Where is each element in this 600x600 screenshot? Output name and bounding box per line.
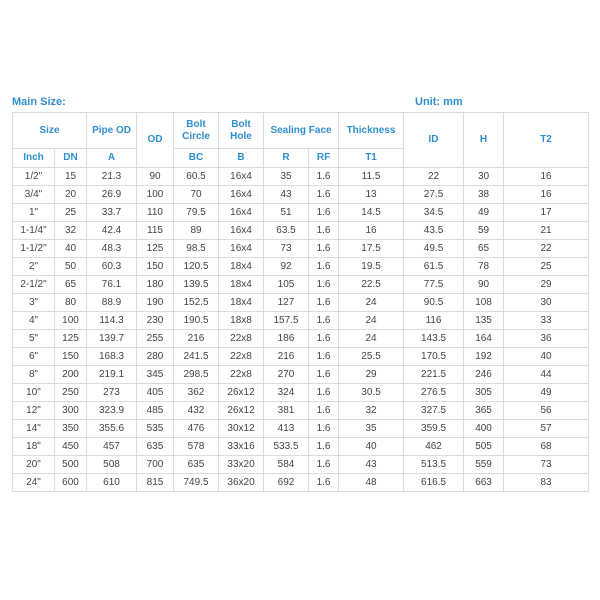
table-cell: 327.5 — [404, 402, 464, 420]
table-cell: 221.5 — [404, 366, 464, 384]
table-cell: 56 — [504, 402, 589, 420]
table-cell: 98.5 — [174, 240, 219, 258]
table-cell: 6" — [13, 348, 55, 366]
table-cell: 115 — [137, 222, 174, 240]
table-cell: 192 — [464, 348, 504, 366]
table-cell: 30.5 — [339, 384, 404, 402]
table-cell: 157.5 — [264, 312, 309, 330]
table-cell: 1.6 — [309, 168, 339, 186]
table-cell: 250 — [55, 384, 87, 402]
table-cell: 24 — [339, 294, 404, 312]
table-row — [13, 312, 589, 330]
table-cell: 26x12 — [219, 402, 264, 420]
table-cell: 26x12 — [219, 384, 264, 402]
table-cell: 22 — [504, 240, 589, 258]
table-cell: 105 — [264, 276, 309, 294]
table-cell: 413 — [264, 420, 309, 438]
table-cell: 125 — [55, 330, 87, 348]
table-cell: 1.6 — [309, 240, 339, 258]
table-cell: 33x20 — [219, 456, 264, 474]
table-row — [13, 420, 589, 438]
table-cell: 400 — [464, 420, 504, 438]
table-cell: 616.5 — [404, 474, 464, 492]
table-cell: 22x8 — [219, 330, 264, 348]
table-cell: 36 — [504, 330, 589, 348]
table-cell: 4" — [13, 312, 55, 330]
table-cell: 584 — [264, 456, 309, 474]
header-rf: RF — [309, 149, 339, 168]
table-cell: 40 — [504, 348, 589, 366]
table-cell: 16 — [504, 168, 589, 186]
table-cell: 1.6 — [309, 420, 339, 438]
table-row — [13, 384, 589, 402]
table-cell: 13 — [339, 186, 404, 204]
header-thickness: Thickness — [339, 113, 404, 149]
table-row — [13, 474, 589, 492]
table-cell: 476 — [174, 420, 219, 438]
table-cell: 36x20 — [219, 474, 264, 492]
table-cell: 24" — [13, 474, 55, 492]
table-cell: 1-1/2" — [13, 240, 55, 258]
table-cell: 610 — [87, 474, 137, 492]
table-cell: 68 — [504, 438, 589, 456]
table-cell: 79.5 — [174, 204, 219, 222]
table-cell: 76.1 — [87, 276, 137, 294]
header-bc: BC — [174, 149, 219, 168]
table-cell: 280 — [137, 348, 174, 366]
header-r: R — [264, 149, 309, 168]
main-size-caption: Main Size: — [12, 96, 66, 108]
table-cell: 273 — [87, 384, 137, 402]
table-cell: 90 — [137, 168, 174, 186]
table-cell: 20 — [55, 186, 87, 204]
table-row — [13, 438, 589, 456]
table-cell: 535 — [137, 420, 174, 438]
table-cell: 16x4 — [219, 186, 264, 204]
table-cell: 16 — [339, 222, 404, 240]
table-cell: 49.5 — [404, 240, 464, 258]
table-cell: 44 — [504, 366, 589, 384]
header-t2: T2 — [504, 113, 589, 168]
table-cell: 21 — [504, 222, 589, 240]
table-cell: 1.6 — [309, 258, 339, 276]
table-cell: 12" — [13, 402, 55, 420]
table-cell: 1.6 — [309, 204, 339, 222]
table-cell: 15 — [55, 168, 87, 186]
table-row — [13, 168, 589, 186]
table-cell: 17.5 — [339, 240, 404, 258]
table-cell: 635 — [137, 438, 174, 456]
table-cell: 190.5 — [174, 312, 219, 330]
header-sealing-face: Sealing Face — [264, 113, 339, 149]
table-cell: 1.6 — [309, 222, 339, 240]
table-cell: 114.3 — [87, 312, 137, 330]
table-cell: 21.3 — [87, 168, 137, 186]
table-cell: 40 — [339, 438, 404, 456]
table-cell: 17 — [504, 204, 589, 222]
table-cell: 216 — [174, 330, 219, 348]
table-cell: 83 — [504, 474, 589, 492]
table-cell: 365 — [464, 402, 504, 420]
table-cell: 65 — [464, 240, 504, 258]
table-cell: 692 — [264, 474, 309, 492]
table-cell: 2-1/2" — [13, 276, 55, 294]
table-cell: 30x12 — [219, 420, 264, 438]
table-cell: 88.9 — [87, 294, 137, 312]
table-cell: 40 — [55, 240, 87, 258]
table-cell: 1.6 — [309, 474, 339, 492]
header-size: Size — [13, 113, 87, 149]
table-cell: 508 — [87, 456, 137, 474]
table-cell: 22 — [404, 168, 464, 186]
table-cell: 116 — [404, 312, 464, 330]
table-cell: 57 — [504, 420, 589, 438]
table-cell: 29 — [339, 366, 404, 384]
table-cell: 350 — [55, 420, 87, 438]
table-cell: 513.5 — [404, 456, 464, 474]
table-cell: 43.5 — [404, 222, 464, 240]
table-cell: 305 — [464, 384, 504, 402]
table-cell: 8" — [13, 366, 55, 384]
table-cell: 35 — [339, 420, 404, 438]
table-cell: 16x4 — [219, 168, 264, 186]
table-row — [13, 294, 589, 312]
table-cell: 3" — [13, 294, 55, 312]
table-cell: 78 — [464, 258, 504, 276]
table-row — [13, 330, 589, 348]
table-cell: 2" — [13, 258, 55, 276]
table-cell: 19.5 — [339, 258, 404, 276]
table-cell: 152.5 — [174, 294, 219, 312]
table-cell: 48 — [339, 474, 404, 492]
table-row — [13, 366, 589, 384]
table-cell: 533.5 — [264, 438, 309, 456]
table-cell: 255 — [137, 330, 174, 348]
table-cell: 63.5 — [264, 222, 309, 240]
table-cell: 18x4 — [219, 258, 264, 276]
table-cell: 49 — [464, 204, 504, 222]
table-cell: 700 — [137, 456, 174, 474]
table-cell: 16 — [504, 186, 589, 204]
table-cell: 1.6 — [309, 186, 339, 204]
table-body — [13, 168, 589, 492]
table-cell: 20" — [13, 456, 55, 474]
table-cell: 186 — [264, 330, 309, 348]
table-row — [13, 222, 589, 240]
table-cell: 578 — [174, 438, 219, 456]
table-cell: 143.5 — [404, 330, 464, 348]
table-cell: 246 — [464, 366, 504, 384]
table-cell: 18" — [13, 438, 55, 456]
table-cell: 90.5 — [404, 294, 464, 312]
table-cell: 25 — [55, 204, 87, 222]
header-id: ID — [404, 113, 464, 168]
table-cell: 32 — [339, 402, 404, 420]
table-cell: 139.5 — [174, 276, 219, 294]
table-cell: 663 — [464, 474, 504, 492]
table-cell: 432 — [174, 402, 219, 420]
table-cell: 27.5 — [404, 186, 464, 204]
table-cell: 51 — [264, 204, 309, 222]
header-dn: DN — [55, 149, 87, 168]
table-cell: 32 — [55, 222, 87, 240]
table-cell: 180 — [137, 276, 174, 294]
table-cell: 1.6 — [309, 276, 339, 294]
table-cell: 92 — [264, 258, 309, 276]
table-cell: 73 — [504, 456, 589, 474]
table-cell: 60.5 — [174, 168, 219, 186]
table-cell: 34.5 — [404, 204, 464, 222]
table-cell: 14.5 — [339, 204, 404, 222]
table-row — [13, 186, 589, 204]
table-cell: 3/4" — [13, 186, 55, 204]
table-cell: 90 — [464, 276, 504, 294]
table-cell: 24 — [339, 330, 404, 348]
table-cell: 89 — [174, 222, 219, 240]
table-cell: 749.5 — [174, 474, 219, 492]
header-b: B — [219, 149, 264, 168]
header-od: OD — [137, 113, 174, 168]
table-cell: 505 — [464, 438, 504, 456]
header-bolt-circle: Bolt Circle — [174, 113, 219, 149]
table-cell: 559 — [464, 456, 504, 474]
table-cell: 1.6 — [309, 330, 339, 348]
table-cell: 1.6 — [309, 294, 339, 312]
table-row — [13, 276, 589, 294]
table-cell: 120.5 — [174, 258, 219, 276]
header-pipe-od — [87, 113, 137, 149]
table-cell: 73 — [264, 240, 309, 258]
table-cell: 150 — [137, 258, 174, 276]
table-cell: 43 — [339, 456, 404, 474]
table-row — [13, 258, 589, 276]
table-cell: 77.5 — [404, 276, 464, 294]
table-cell: 1.6 — [309, 438, 339, 456]
table-cell: 600 — [55, 474, 87, 492]
table-cell: 35 — [264, 168, 309, 186]
table-cell: 50 — [55, 258, 87, 276]
table-cell: 219.1 — [87, 366, 137, 384]
table-cell: 26.9 — [87, 186, 137, 204]
table-cell: 462 — [404, 438, 464, 456]
table-cell: 25.5 — [339, 348, 404, 366]
table-cell: 1-1/4" — [13, 222, 55, 240]
table-cell: 80 — [55, 294, 87, 312]
table-cell: 168.3 — [87, 348, 137, 366]
header-pipe-od-label: Pipe OD — [92, 124, 131, 136]
flange-dimensions-table — [12, 112, 589, 492]
table-cell: 18x8 — [219, 312, 264, 330]
table-cell: 33x16 — [219, 438, 264, 456]
table-row — [13, 204, 589, 222]
table-cell: 230 — [137, 312, 174, 330]
table-cell: 345 — [137, 366, 174, 384]
table-cell: 359.5 — [404, 420, 464, 438]
table-cell: 1" — [13, 204, 55, 222]
table-cell: 1.6 — [309, 456, 339, 474]
table-cell: 1.6 — [309, 384, 339, 402]
table-cell: 170.5 — [404, 348, 464, 366]
table-cell: 110 — [137, 204, 174, 222]
table-cell: 61.5 — [404, 258, 464, 276]
table-cell: 125 — [137, 240, 174, 258]
table-cell: 22x8 — [219, 348, 264, 366]
table-cell: 323.9 — [87, 402, 137, 420]
table-cell: 485 — [137, 402, 174, 420]
header-inch: Inch — [13, 149, 55, 168]
table-row — [13, 348, 589, 366]
table-cell: 24 — [339, 312, 404, 330]
table-cell: 22.5 — [339, 276, 404, 294]
table-cell: 270 — [264, 366, 309, 384]
table-cell: 11.5 — [339, 168, 404, 186]
table-cell: 1.6 — [309, 312, 339, 330]
table-cell: 190 — [137, 294, 174, 312]
table-cell: 635 — [174, 456, 219, 474]
header-t1: T1 — [339, 149, 404, 168]
table-cell: 405 — [137, 384, 174, 402]
table-cell: 22x8 — [219, 366, 264, 384]
table-cell: 241.5 — [174, 348, 219, 366]
table-cell: 100 — [137, 186, 174, 204]
table-cell: 29 — [504, 276, 589, 294]
table-cell: 815 — [137, 474, 174, 492]
table-cell: 18x4 — [219, 276, 264, 294]
table-cell: 16x4 — [219, 240, 264, 258]
table-cell: 33 — [504, 312, 589, 330]
table-cell: 298.5 — [174, 366, 219, 384]
table-cell: 10" — [13, 384, 55, 402]
table-cell: 42.4 — [87, 222, 137, 240]
table-row — [13, 456, 589, 474]
table-cell: 65 — [55, 276, 87, 294]
table-cell: 48.3 — [87, 240, 137, 258]
table-cell: 5" — [13, 330, 55, 348]
table-cell: 1/2" — [13, 168, 55, 186]
table-cell: 200 — [55, 366, 87, 384]
table-cell: 164 — [464, 330, 504, 348]
header-pipe-od-sub: A — [87, 149, 137, 168]
table-cell: 457 — [87, 438, 137, 456]
header-bolt-hole: Bolt Hole — [219, 113, 264, 149]
table-cell: 49 — [504, 384, 589, 402]
table-cell: 150 — [55, 348, 87, 366]
table-cell: 1.6 — [309, 402, 339, 420]
table-cell: 108 — [464, 294, 504, 312]
table-cell: 16x4 — [219, 204, 264, 222]
table-cell: 500 — [55, 456, 87, 474]
table-cell: 300 — [55, 402, 87, 420]
table-cell: 14" — [13, 420, 55, 438]
table-cell: 43 — [264, 186, 309, 204]
table-cell: 1.6 — [309, 348, 339, 366]
table-cell: 25 — [504, 258, 589, 276]
table-cell: 450 — [55, 438, 87, 456]
table-cell: 100 — [55, 312, 87, 330]
table-cell: 324 — [264, 384, 309, 402]
table-cell: 60.3 — [87, 258, 137, 276]
unit-caption: Unit: mm — [415, 96, 463, 108]
table-row — [13, 402, 589, 420]
table-cell: 30 — [504, 294, 589, 312]
table-cell: 30 — [464, 168, 504, 186]
table-cell: 18x4 — [219, 294, 264, 312]
header-h: H — [464, 113, 504, 168]
table-cell: 381 — [264, 402, 309, 420]
table-cell: 362 — [174, 384, 219, 402]
table-cell: 16x4 — [219, 222, 264, 240]
table-row — [13, 240, 589, 258]
table-cell: 216 — [264, 348, 309, 366]
table-cell: 355.6 — [87, 420, 137, 438]
table-cell: 276.5 — [404, 384, 464, 402]
table-cell: 1.6 — [309, 366, 339, 384]
table-cell: 70 — [174, 186, 219, 204]
table-cell: 38 — [464, 186, 504, 204]
table-cell: 33.7 — [87, 204, 137, 222]
table-cell: 59 — [464, 222, 504, 240]
table-cell: 127 — [264, 294, 309, 312]
table-cell: 135 — [464, 312, 504, 330]
table-cell: 139.7 — [87, 330, 137, 348]
